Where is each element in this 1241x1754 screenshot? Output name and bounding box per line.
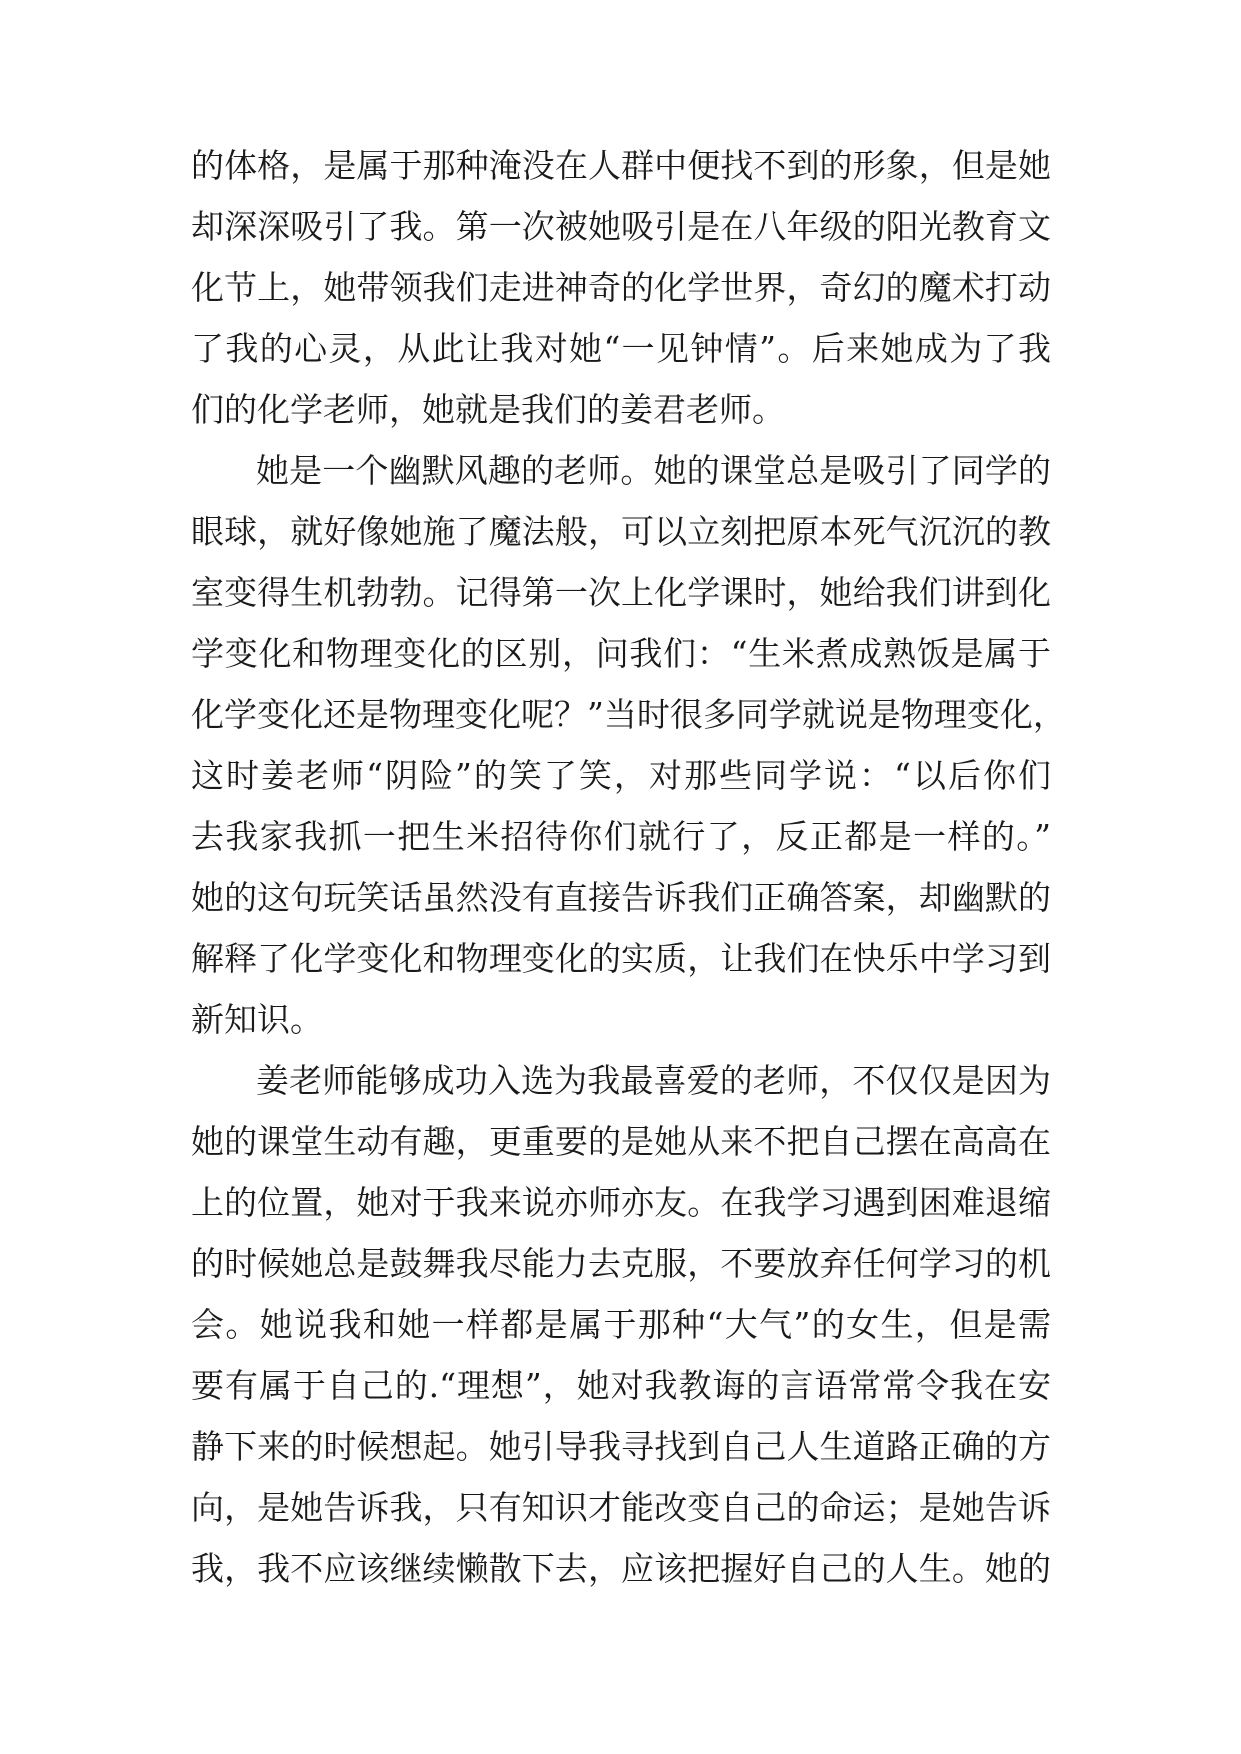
text-line: 她的课堂生动有趣，更重要的是她从来不把自己摆在高高在 <box>191 1122 1051 1161</box>
text-line: 的体格，是属于那种淹没在人群中便找不到的形象，但是她 <box>191 146 1051 185</box>
text-line: 化学变化还是物理变化呢？”当时很多同学就说是物理变化， <box>191 695 1066 734</box>
text-line: 却深深吸引了我。第一次被她吸引是在八年级的阳光教育文 <box>191 207 1051 246</box>
text-line: 眼球，就好像她施了魔法般，可以立刻把原本死气沉沉的教 <box>191 512 1051 551</box>
text-line: 室变得生机勃勃。记得第一次上化学课时，她给我们讲到化 <box>191 573 1051 612</box>
text-line: 静下来的时候想起。她引导我寻找到自己人生道路正确的方 <box>191 1427 1051 1466</box>
text-line: 上的位置，她对于我来说亦师亦友。在我学习遇到困难退缩 <box>191 1183 1051 1222</box>
paragraph-first-line: 姜老师能够成功入选为我最喜爱的老师，不仅仅是因为 <box>256 1061 1051 1100</box>
text-line: 会。她说我和她一样都是属于那种“大气”的女生，但是需 <box>191 1305 1051 1344</box>
text-line: 了我的心灵，从此让我对她“一见钟情”。后来她成为了我 <box>191 329 1051 368</box>
text-line: 的时候她总是鼓舞我尽能力去克服，不要放弃任何学习的机 <box>191 1244 1051 1283</box>
paragraph-first-line: 她是一个幽默风趣的老师。她的课堂总是吸引了同学的 <box>256 451 1051 490</box>
text-line: 要有属于自己的.“理想”，她对我教诲的言语常常令我在安 <box>191 1366 1051 1405</box>
text-line: 她的这句玩笑话虽然没有直接告诉我们正确答案，却幽默的 <box>191 878 1051 917</box>
text-line: 学变化和物理变化的区别，问我们：“生米煮成熟饭是属于 <box>191 634 1051 673</box>
text-line: 们的化学老师，她就是我们的姜君老师。 <box>191 390 785 429</box>
text-line: 我，我不应该继续懒散下去，应该把握好自己的人生。她的 <box>191 1549 1051 1588</box>
text-line: 新知识。 <box>191 1000 323 1039</box>
text-line: 去我家我抓一把生米招待你们就行了，反正都是一样的。” <box>191 817 1051 856</box>
text-line: 解释了化学变化和物理变化的实质，让我们在快乐中学习到 <box>191 939 1051 978</box>
text-line: 这时姜老师“阴险”的笑了笑，对那些同学说：“以后你们 <box>191 756 1051 795</box>
text-line: 化节上，她带领我们走进神奇的化学世界，奇幻的魔术打动 <box>191 268 1051 307</box>
text-line: 向，是她告诉我，只有知识才能改变自己的命运；是她告诉 <box>191 1488 1051 1527</box>
